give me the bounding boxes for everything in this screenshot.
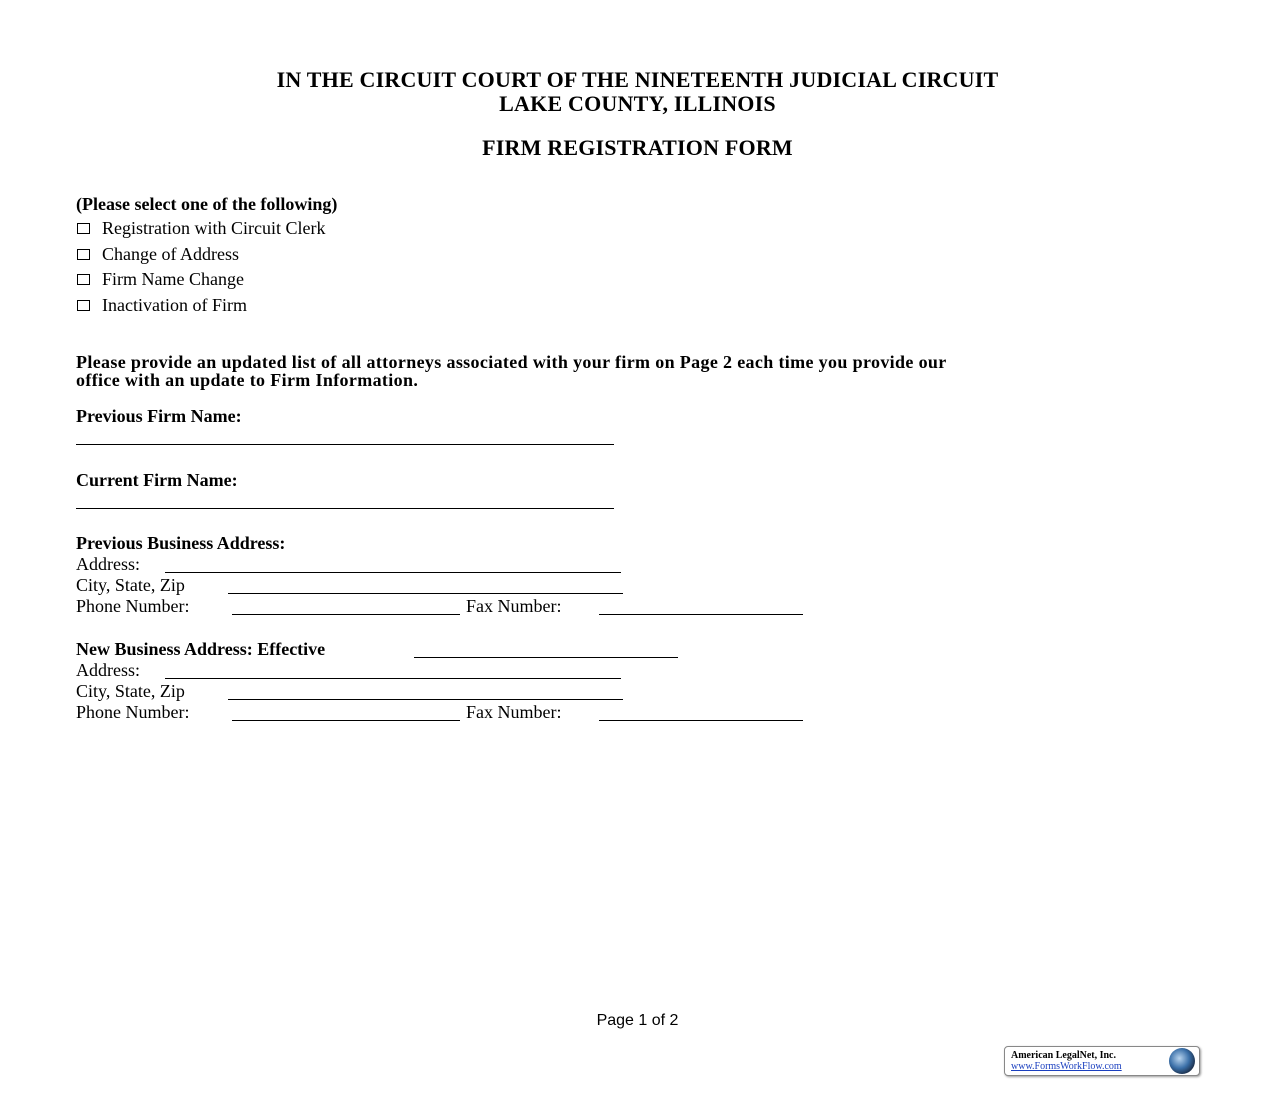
publisher-name: American LegalNet, Inc. [1011,1050,1116,1061]
checkbox-change-of-address[interactable] [77,249,90,260]
current-firm-name-field[interactable] [76,492,614,509]
option-label: Change of Address [102,244,239,264]
previous-city-label: City, State, Zip [76,575,185,595]
new-city-field[interactable] [228,683,623,700]
selection-instruction: (Please select one of the following) [76,194,338,214]
county-title: LAKE COUNTY, ILLINOIS [499,91,776,116]
previous-firm-name-field[interactable] [76,428,614,445]
form-title: FIRM REGISTRATION FORM [482,135,793,160]
publisher-link[interactable]: www.FormsWorkFlow.com [1011,1061,1122,1072]
notice-line-2: office with an update to Firm Information. [76,370,419,390]
checkbox-firm-name-change[interactable] [77,274,90,285]
new-phone-label: Phone Number: [76,702,190,722]
notice-line-1: Please provide an updated list of all attorneys associated with your firm on Page 2 each time you provide our [76,352,947,372]
option-label: Inactivation of Firm [102,295,247,315]
new-city-label: City, State, Zip [76,681,185,701]
option-change-of-address[interactable] [77,244,239,265]
previous-address-field[interactable] [165,556,621,573]
option-firm-name-change[interactable] [77,269,244,290]
previous-city-field[interactable] [228,577,623,594]
new-fax-field[interactable] [599,704,803,721]
new-phone-field[interactable] [232,704,460,721]
option-label: Registration with Circuit Clerk [102,218,326,238]
option-label: Firm Name Change [102,269,244,289]
court-title: IN THE CIRCUIT COURT OF THE NINETEENTH JUDICIAL CIRCUIT [276,67,999,92]
effective-date-field[interactable] [414,641,678,658]
previous-fax-field[interactable] [599,598,803,615]
previous-firm-name-label: Previous Firm Name: [76,406,242,426]
globe-logo-icon [1169,1048,1195,1074]
publisher-badge[interactable] [1004,1046,1200,1076]
option-inactivation[interactable] [77,295,247,316]
option-registration[interactable] [77,218,325,239]
current-firm-name-label: Current Firm Name: [76,470,238,490]
new-fax-label: Fax Number: [466,702,562,722]
checkbox-inactivation[interactable] [77,300,90,311]
previous-phone-label: Phone Number: [76,596,190,616]
new-address-field[interactable] [165,662,621,679]
page-indicator: Page 1 of 2 [596,1012,679,1029]
previous-address-heading: Previous Business Address: [76,533,286,553]
previous-fax-label: Fax Number: [466,596,562,616]
checkbox-registration[interactable] [77,223,90,234]
new-address-heading: New Business Address: Effective [76,639,326,659]
previous-phone-field[interactable] [232,598,460,615]
previous-address-label: Address: [76,554,140,574]
new-address-label: Address: [76,660,140,680]
